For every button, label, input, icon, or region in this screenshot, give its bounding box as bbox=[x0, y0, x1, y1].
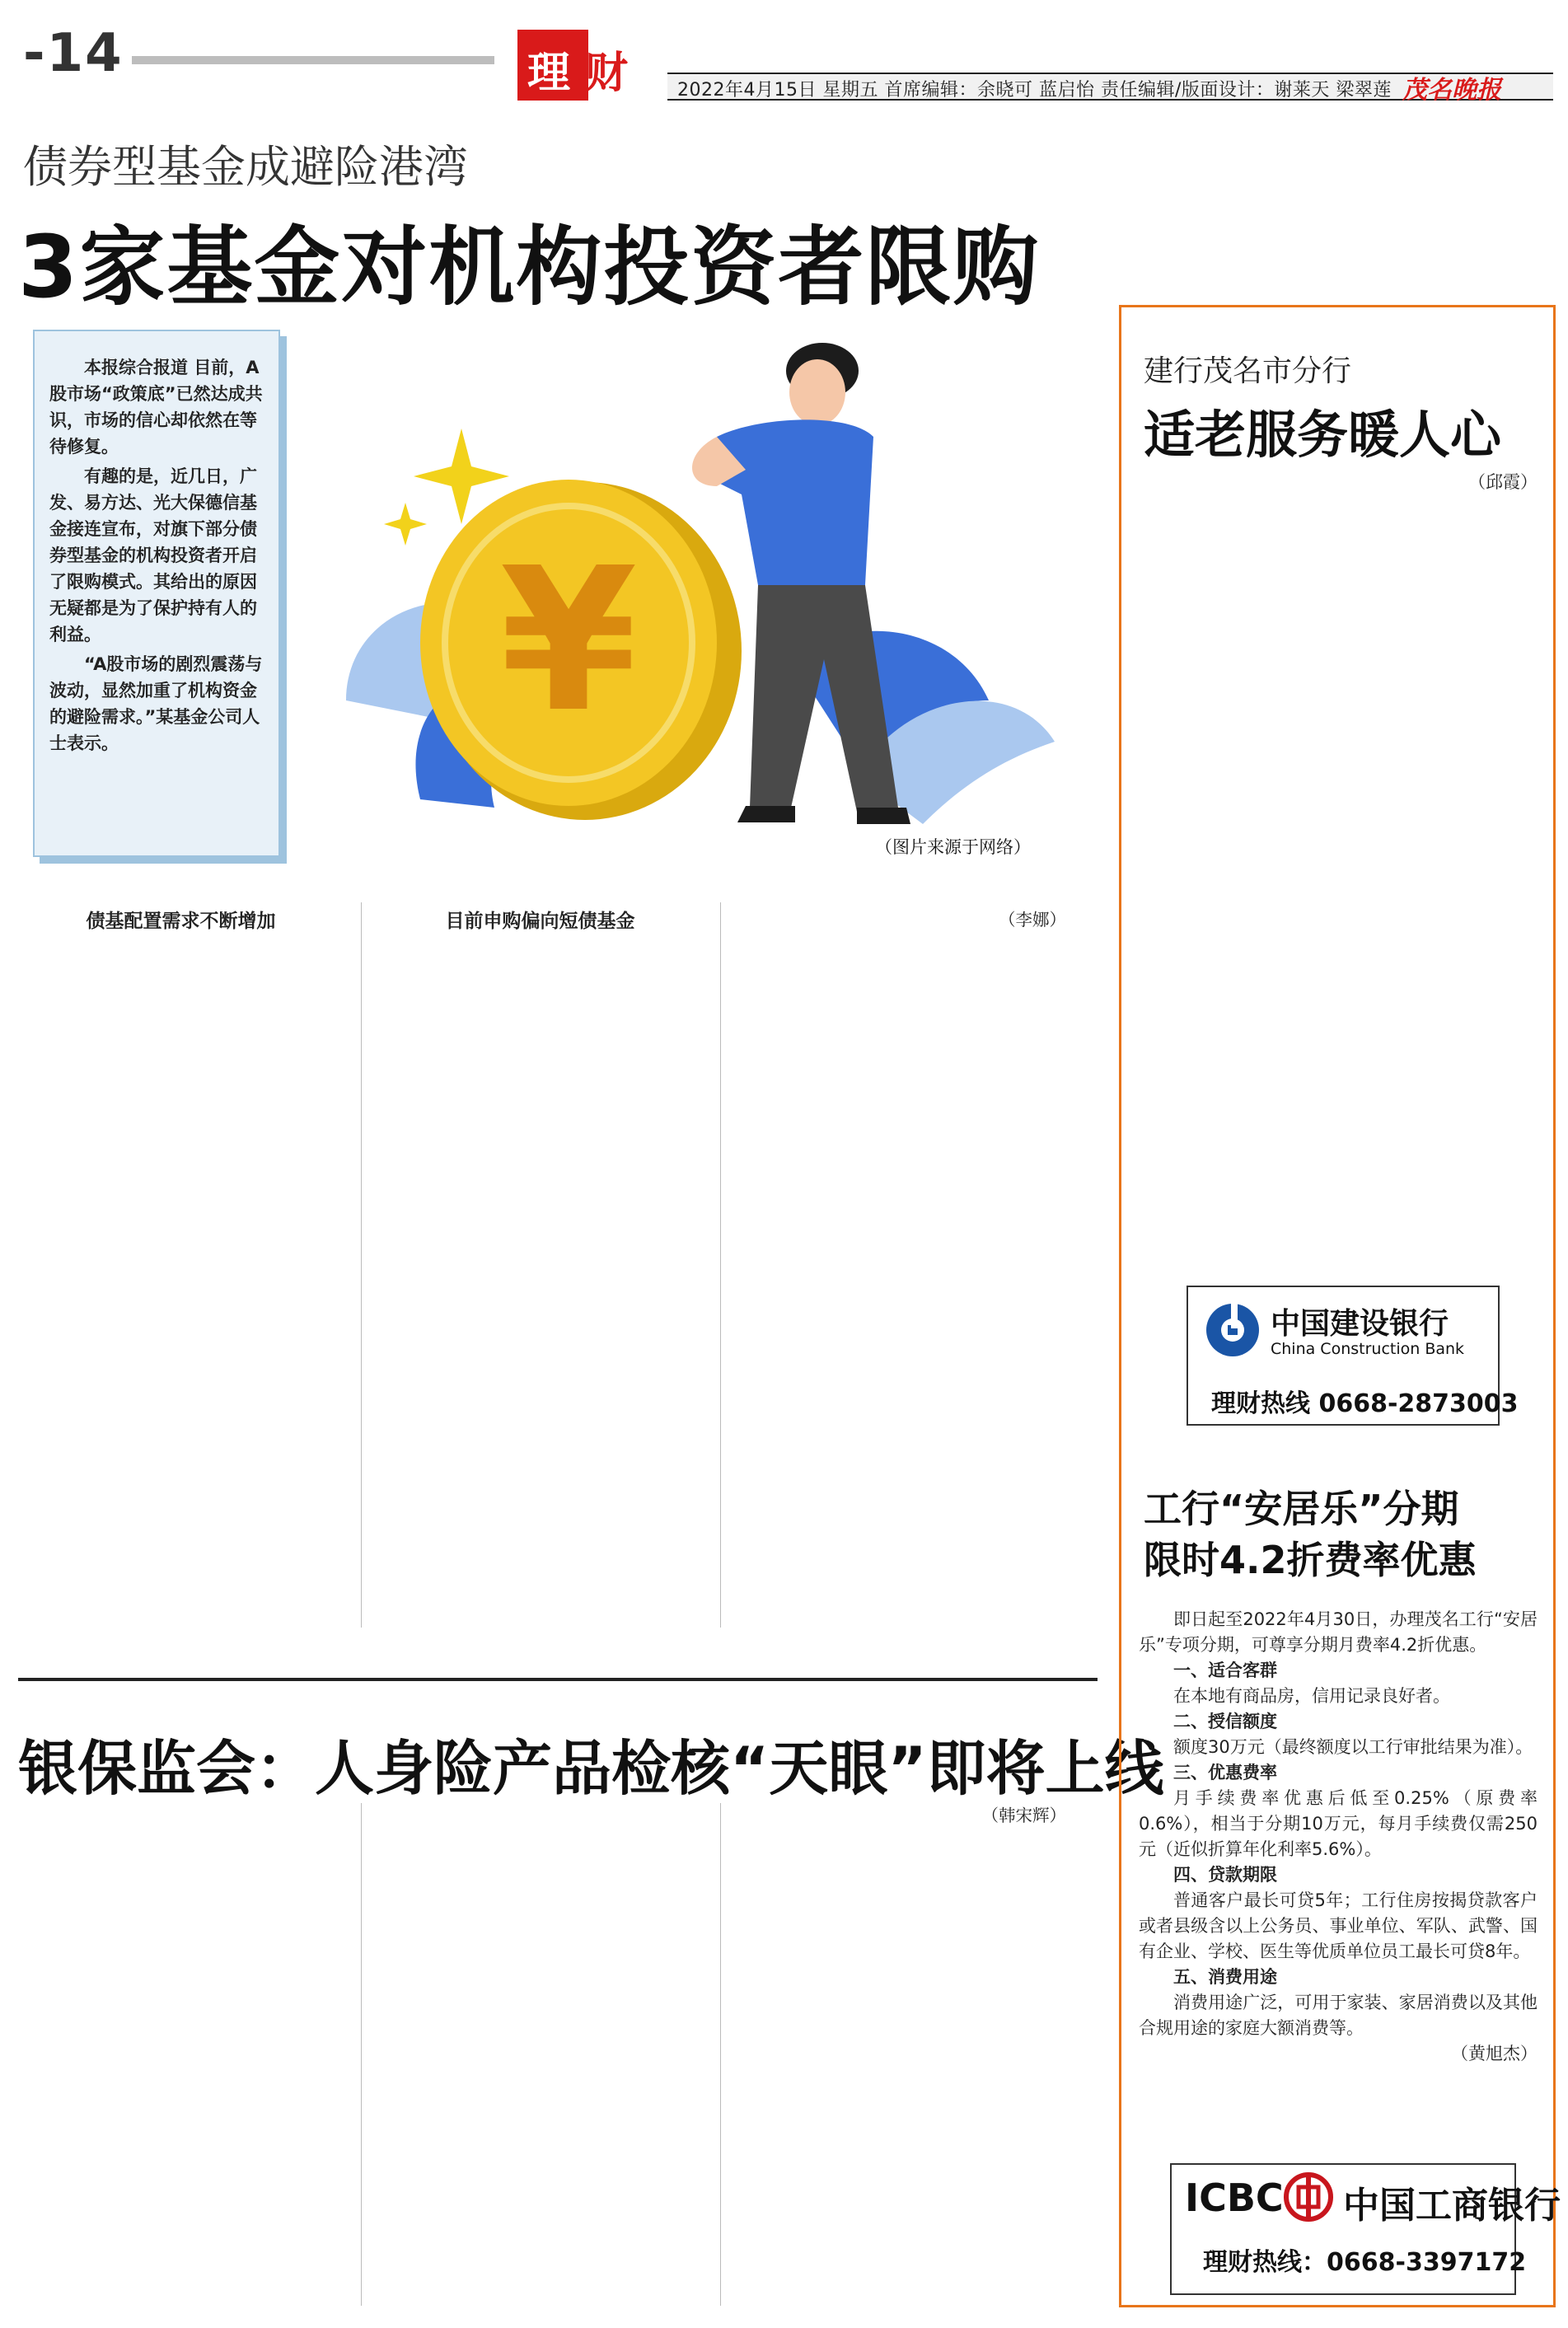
icbc-logo-icon bbox=[1284, 2172, 1333, 2222]
byline: （邱霞） bbox=[1468, 472, 1538, 492]
lede-paragraph: 有趣的是，近几日，广发、易方达、光大保德信基金接连宣布，对旗下部分债券型基金的机构投资者开启了限购模式。其给出的原因无疑都是为了保护持有人的利益。 bbox=[49, 466, 257, 644]
date-line: 2022年4月15日 星期五 首席编辑：余晓可 蓝启怡 责任编辑/版面设计：谢莱天 梁翠莲 bbox=[677, 80, 1392, 101]
yuan-symbol-icon: ¥ bbox=[499, 525, 638, 756]
person-face bbox=[789, 359, 845, 425]
ccb-name-en: China Construction Bank bbox=[1271, 1340, 1465, 1358]
article2-column-1 bbox=[18, 1803, 344, 2314]
item-heading: 二、授信额度 bbox=[1173, 1712, 1277, 1731]
person-shoe bbox=[857, 808, 910, 824]
article2-headline: 银保监会：人身险产品检核“天眼”即将上线 bbox=[18, 1734, 1164, 1803]
icbc-hotline: 理财热线：0668-3397172 bbox=[1203, 2248, 1527, 2277]
item-text: 额度30万元（最终额度以工行审批结果为准）。 bbox=[1173, 1737, 1533, 1757]
header-rule bbox=[132, 56, 494, 64]
subheading: 目前申购偏向短债基金 bbox=[445, 911, 635, 932]
sidebar-body bbox=[1139, 470, 1538, 1269]
sidebar2-intro: 即日起至2022年4月30日，办理茂名工行“安居乐”专项分期，可尊享分期月费率4.2折优惠。 bbox=[1139, 1609, 1538, 1655]
item-heading: 一、适合客群 bbox=[1173, 1661, 1277, 1680]
section-label bbox=[527, 38, 659, 96]
lede-paragraph: 本报综合报道 目前，A股市场“政策底”已然达成共识，市场的信心却依然在等待修复。 bbox=[49, 358, 263, 457]
sidebar2-title bbox=[1144, 1483, 1477, 1586]
lede-paragraph: “A股市场的剧烈震荡与波动，显然加重了机构资金的避险需求。”某基金公司人士表示。 bbox=[49, 654, 263, 753]
section-char-2: 财 bbox=[585, 48, 629, 98]
article-column-1 bbox=[18, 902, 344, 1628]
lede-text bbox=[49, 354, 265, 760]
article-kicker: 债券型基金成避险港湾 bbox=[23, 141, 468, 193]
ccb-name-cn: 中国建设银行 bbox=[1271, 1307, 1449, 1341]
sidebar2-body bbox=[1139, 1607, 1538, 2151]
column-divider bbox=[361, 902, 362, 1628]
byline: （李娜） bbox=[999, 910, 1066, 930]
section-char-1: 理 bbox=[527, 48, 571, 98]
article-column-2 bbox=[377, 902, 703, 1628]
item-text: 普通客户最长可贷5年；工行住房按揭贷款客户或者县级含以上公务员、事业单位、军队、武警、国有企业、学校、医生等优质单位员工最长可贷8年。 bbox=[1139, 1890, 1538, 1961]
sidebar2-title-line2: 限时4.2折费率优惠 bbox=[1144, 1538, 1477, 1582]
person-shirt bbox=[709, 419, 873, 585]
item-text: 消费用途广泛，可用于家装、家居消费以及其他合规用途的家庭大额消费等。 bbox=[1139, 1993, 1538, 2038]
article-divider bbox=[18, 1678, 1098, 1681]
item-text: 月手续费率优惠后低至0.25%（原费率0.6%），相当于分期10万元，每月手续费仅需250元（近似折算年化利率5.6%）。 bbox=[1139, 1788, 1538, 1859]
article2-column-3 bbox=[737, 1803, 1066, 2314]
page-number: -14 bbox=[23, 23, 124, 84]
sparkle-icon bbox=[384, 503, 427, 546]
icbc-name-cn: 中国工商银行 bbox=[1343, 2185, 1561, 2227]
sidebar-title: 适老服务暖人心 bbox=[1144, 405, 1502, 465]
column-divider bbox=[361, 1803, 362, 2306]
item-heading: 四、贷款期限 bbox=[1173, 1865, 1277, 1885]
item-text: 在本地有商品房，信用记录良好者。 bbox=[1173, 1686, 1450, 1706]
ccb-logo-icon bbox=[1203, 1300, 1262, 1360]
column-divider bbox=[720, 902, 721, 1628]
article-column-3 bbox=[737, 902, 1066, 1628]
byline: （韩宋辉） bbox=[981, 1806, 1066, 1825]
icbc-abbr: ICBC bbox=[1185, 2176, 1284, 2220]
column-divider bbox=[720, 1803, 721, 2306]
item-heading: 三、优惠费率 bbox=[1173, 1763, 1277, 1782]
ccb-hotline: 理财热线 0668-2873003 bbox=[1211, 1389, 1519, 1418]
item-heading: 五、消费用途 bbox=[1173, 1967, 1277, 1987]
yuan-coin-illustration bbox=[330, 313, 1071, 865]
person-shoe bbox=[737, 806, 795, 822]
subheading: 债基配置需求不断增加 bbox=[86, 911, 276, 932]
image-caption: （图片来源于网络） bbox=[875, 837, 1031, 857]
article-headline: 3家基金对机构投资者限购 bbox=[18, 217, 1041, 317]
paper-logo: 茂名晚报 bbox=[1402, 76, 1501, 105]
byline: （黄旭杰） bbox=[1451, 2044, 1538, 2063]
article2-column-2 bbox=[377, 1803, 707, 2314]
sidebar2-title-line1: 工行“安居乐”分期 bbox=[1144, 1487, 1459, 1531]
sidebar-kicker: 建行茂名市分行 bbox=[1144, 354, 1352, 388]
